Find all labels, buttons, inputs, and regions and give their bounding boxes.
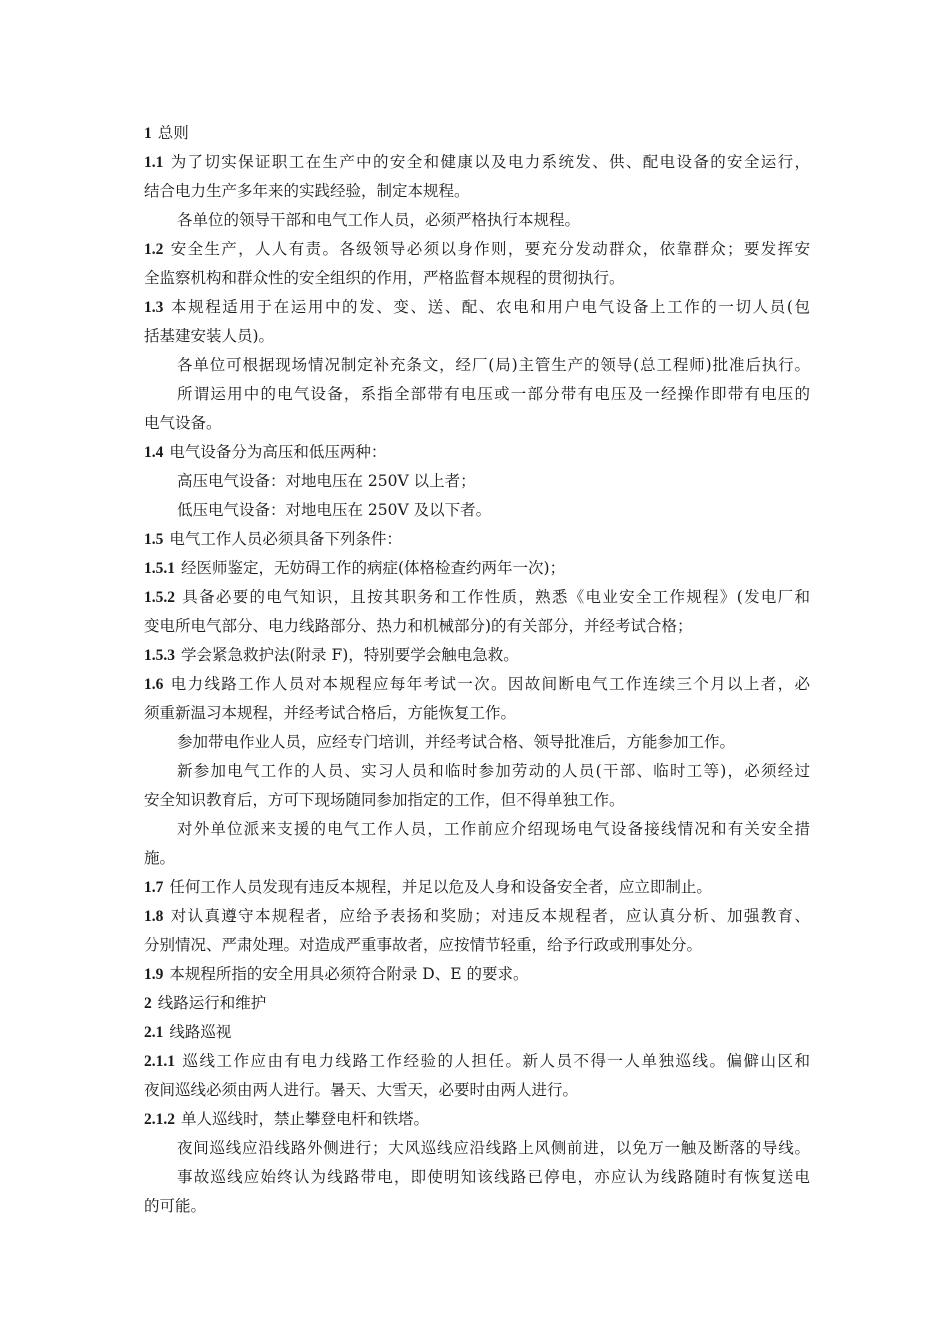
section-line <box>144 989 810 1018</box>
section-number: 2 <box>144 995 152 1012</box>
paragraph-line <box>144 206 810 235</box>
line-text: 电气设备分为高压和低压两种： <box>169 443 387 461</box>
section-number: 2.1.2 <box>144 1111 175 1128</box>
line-text: 电力线路工作人员对本规程应每年考试一次。因故间断电气工作连续三个月以上者，必 <box>169 675 810 693</box>
line-text: 的可能。 <box>144 1197 207 1215</box>
line-text: 本规程适用于在运用中的发、变、送、配、农电和用户电气设备上工作的一切人员(包 <box>169 298 810 316</box>
line-text: 事故巡线应始终认为线路带电，即使明知该线路已停电，亦应认为线路随时有恢复送电 <box>177 1168 810 1186</box>
section-number: 1.4 <box>144 444 164 461</box>
paragraph-line <box>144 1192 810 1221</box>
line-text: 经医师鉴定，无妨碍工作的病症(体格检查约两年一次)； <box>181 559 566 577</box>
line-text: 夜间巡线必须由两人进行。暑天、大雪天，必要时由两人进行。 <box>144 1081 579 1099</box>
paragraph-line <box>144 757 810 786</box>
section-number: 2.1 <box>144 1024 164 1041</box>
paragraph-line <box>144 409 810 438</box>
line-text: 任何工作人员发现有违反本规程，并足以危及人身和设备安全者，应立即制止。 <box>169 878 712 896</box>
section-line <box>144 235 810 264</box>
section-line <box>144 1018 810 1047</box>
paragraph-line <box>144 1076 810 1105</box>
section-number: 1.9 <box>144 966 164 983</box>
section-line <box>144 583 810 612</box>
paragraph-line <box>144 467 810 496</box>
section-line <box>144 1047 810 1076</box>
line-text: 线路运行和维护 <box>157 994 267 1012</box>
section-line <box>144 641 810 670</box>
section-line <box>144 148 810 177</box>
line-text: 各单位的领导干部和电气工作人员，必须严格执行本规程。 <box>177 211 581 229</box>
line-text: 巡线工作应由有电力线路工作经验的人担任。新人员不得一人单独巡线。偏僻山区和 <box>181 1052 810 1070</box>
section-number: 1.5.2 <box>144 589 175 606</box>
section-line <box>144 438 810 467</box>
section-line <box>144 293 810 322</box>
section-number: 1.3 <box>144 299 164 316</box>
line-text: 电气设备。 <box>144 414 222 432</box>
paragraph-line <box>144 1134 810 1163</box>
line-text: 所谓运用中的电气设备，系指全部带有电压或一部分带有电压及一经操作即带有电压的 <box>177 385 810 403</box>
section-number: 1.1 <box>144 154 164 171</box>
paragraph-line <box>144 815 810 844</box>
line-text: 括基建安装人员)。 <box>144 327 275 345</box>
paragraph-line <box>144 177 810 206</box>
line-text: 电气工作人员必须具备下列条件： <box>169 530 402 548</box>
line-text: 对认真遵守本规程者，应给予表扬和奖励；对违反本规程者，应认真分析、加强教育、 <box>169 907 810 925</box>
line-text: 安全生产，人人有责。各级领导必须以身作则，要充分发动群众，依靠群众；要发挥安 <box>169 240 810 258</box>
line-text: 新参加电气工作的人员、实习人员和临时参加劳动的人员(干部、临时工等)，必须经过 <box>177 762 810 780</box>
paragraph-line <box>144 380 810 409</box>
paragraph-line <box>144 264 810 293</box>
section-line <box>144 873 810 902</box>
line-text: 单人巡线时，禁止攀登电杆和铁塔。 <box>181 1110 430 1128</box>
line-text: 低压电气设备：对地电压在 250V 及以下者。 <box>177 501 492 519</box>
paragraph-line <box>144 786 810 815</box>
document-body <box>144 119 810 1221</box>
section-number: 1.8 <box>144 908 164 925</box>
section-line <box>144 960 810 989</box>
line-text: 施。 <box>144 849 176 867</box>
line-text: 为了切实保证职工在生产中的安全和健康以及电力系统发、供、配电设备的安全运行， <box>169 153 810 171</box>
paragraph-line <box>144 351 810 380</box>
paragraph-line <box>144 931 810 960</box>
line-text: 本规程所指的安全用具必须符合附录 D、E 的要求。 <box>169 965 529 983</box>
section-number: 1 <box>144 125 152 142</box>
section-number: 1.5 <box>144 531 164 548</box>
paragraph-line <box>144 1163 810 1192</box>
line-text: 夜间巡线应沿线路外侧进行；大风巡线应沿线路上风侧前进，以免万一触及断落的导线。 <box>177 1139 810 1157</box>
line-text: 须重新温习本规程，并经考试合格后，方能恢复工作。 <box>144 704 517 722</box>
line-text: 结合电力生产多年来的实践经验，制定本规程。 <box>144 182 470 200</box>
section-line <box>144 670 810 699</box>
line-text: 总则 <box>157 124 189 142</box>
section-number: 1.6 <box>144 676 164 693</box>
section-number: 1.7 <box>144 879 164 896</box>
section-number: 1.5.1 <box>144 560 175 577</box>
line-text: 具备必要的电气知识，且按其职务和工作性质，熟悉《电业安全工作规程》(发电厂和 <box>181 588 810 606</box>
paragraph-line <box>144 322 810 351</box>
section-line <box>144 525 810 554</box>
line-text: 安全知识教育后，方可下现场随同参加指定的工作，但不得单独工作。 <box>144 791 625 809</box>
line-text: 各单位可根据现场情况制定补充条文，经厂(局)主管生产的领导(总工程师)批准后执行。 <box>177 356 810 374</box>
line-text: 参加带电作业人员，应经专门培训，并经考试合格、领导批准后，方能参加工作。 <box>177 733 736 751</box>
section-line <box>144 554 810 583</box>
section-number: 2.1.1 <box>144 1053 175 1070</box>
line-text: 高压电气设备：对地电压在 250V 以上者； <box>177 472 476 490</box>
paragraph-line <box>144 699 810 728</box>
paragraph-line <box>144 496 810 525</box>
section-line <box>144 119 810 148</box>
line-text: 分别情况、严肃处理。对造成严重事故者，应按情节轻重，给予行政或刑事处分。 <box>144 936 703 954</box>
section-number: 1.5.3 <box>144 647 175 664</box>
paragraph-line <box>144 612 810 641</box>
paragraph-line <box>144 728 810 757</box>
section-line <box>144 902 810 931</box>
line-text: 对外单位派来支援的电气工作人员，工作前应介绍现场电气设备接线情况和有关安全措 <box>177 820 810 838</box>
line-text: 线路巡视 <box>169 1023 232 1041</box>
section-line <box>144 1105 810 1134</box>
line-text: 全监察机构和群众性的安全组织的作用，严格监督本规程的贯彻执行。 <box>144 269 625 287</box>
paragraph-line <box>144 844 810 873</box>
line-text: 学会紧急救护法(附录 F)，特别要学会触电急救。 <box>181 646 519 664</box>
section-number: 1.2 <box>144 241 164 258</box>
line-text: 变电所电气部分、电力线路部分、热力和机械部分)的有关部分，并经考试合格； <box>144 617 693 635</box>
